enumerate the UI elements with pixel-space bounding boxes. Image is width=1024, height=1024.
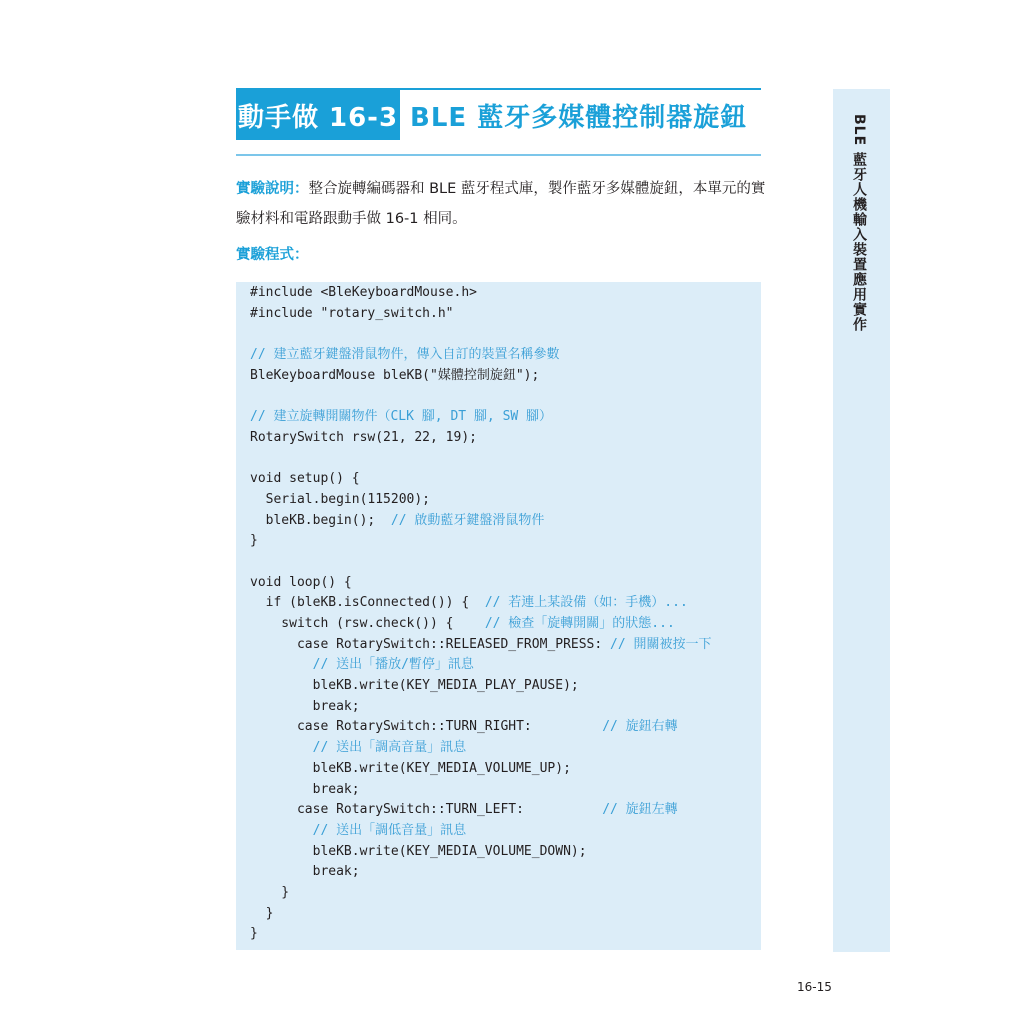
program-label: 實驗程式： bbox=[236, 247, 309, 263]
code-text: } bbox=[250, 905, 274, 921]
code-comment: // 送出「調低音量」訊息 bbox=[312, 822, 467, 838]
code-comment: // 送出「調高音量」訊息 bbox=[312, 740, 467, 756]
code-line bbox=[250, 283, 712, 304]
code-text: } bbox=[250, 926, 258, 942]
code-line bbox=[250, 304, 712, 325]
code-comment: // 啟動藍牙鍵盤滑鼠物件 bbox=[390, 512, 545, 528]
code-text: case RotarySwitch::TURN_RIGHT: bbox=[250, 719, 603, 735]
code-line bbox=[250, 386, 712, 407]
code-line bbox=[250, 904, 712, 925]
code-line bbox=[250, 511, 712, 532]
title-bottom-rule bbox=[236, 154, 761, 156]
code-line bbox=[250, 490, 712, 511]
code-text: break; bbox=[250, 781, 360, 797]
code-text: switch (rsw.check()) { bbox=[250, 616, 485, 631]
code-text: if (bleKB.isConnected()) { bbox=[250, 595, 485, 611]
code-line bbox=[250, 655, 712, 676]
code-line bbox=[250, 800, 712, 821]
code-line bbox=[250, 614, 712, 635]
code-line bbox=[250, 635, 712, 656]
code-comment: // 建立藍牙鍵盤滑鼠物件，傳入自訂的裝置名稱參數 bbox=[250, 347, 560, 363]
code-text: case RotarySwitch::RELEASED_FROM_PRESS: bbox=[250, 636, 611, 652]
code-text: case RotarySwitch::TURN_LEFT: bbox=[250, 802, 603, 818]
code-line bbox=[250, 738, 712, 759]
code-text: BleKeyboardMouse bleKB("媒體控制旋鈕"); bbox=[250, 367, 540, 383]
code-text: } bbox=[250, 884, 290, 900]
code-text: break; bbox=[250, 864, 360, 880]
code-line bbox=[250, 821, 712, 842]
code-line bbox=[250, 717, 712, 738]
section-title: BLE 藍牙多媒體控制器旋鈕 bbox=[410, 102, 748, 133]
description-text: 整合旋轉編碼器和 BLE 藍牙程式庫，製作藍牙多媒體旋鈕，本單元的實驗材料和電路跟動手做 16-1 相同。 bbox=[236, 181, 766, 227]
code-line bbox=[250, 676, 712, 697]
code-line bbox=[250, 759, 712, 780]
code-text: RotarySwitch rsw(21, 22, 19); bbox=[250, 429, 477, 445]
code-text bbox=[250, 740, 313, 755]
code-line bbox=[250, 883, 712, 904]
code-text: } bbox=[250, 533, 258, 549]
code-comment: // 旋鈕右轉 bbox=[602, 719, 678, 735]
code-comment: // 開關被按一下 bbox=[610, 636, 712, 652]
code-line bbox=[250, 324, 712, 345]
code-line bbox=[250, 780, 712, 801]
code-line bbox=[250, 407, 712, 428]
code-comment: // 檢查「旋轉開關」的狀態... bbox=[484, 616, 675, 631]
code-line bbox=[250, 366, 712, 387]
code-text: Serial.begin(115200); bbox=[250, 491, 431, 507]
code-line bbox=[250, 469, 712, 490]
code-line bbox=[250, 428, 712, 449]
code-text: break; bbox=[250, 698, 360, 714]
code-comment: // 旋鈕左轉 bbox=[602, 802, 678, 818]
page-number: 16-15 bbox=[797, 980, 832, 994]
code-comment: // 若連上某設備（如：手機）... bbox=[484, 595, 688, 611]
code-comment: // 送出「播放/暫停」訊息 bbox=[312, 657, 474, 673]
code-text: bleKB.write(KEY_MEDIA_PLAY_PAUSE); bbox=[250, 678, 579, 694]
code-line bbox=[250, 842, 712, 863]
code-text bbox=[250, 657, 313, 672]
code-text: #include "rotary_switch.h" bbox=[250, 305, 454, 321]
code-line bbox=[250, 552, 712, 573]
chapter-side-title: BLE 藍牙人機輸入裝置應用實作 bbox=[851, 114, 867, 333]
code-text bbox=[250, 823, 313, 838]
code-text: bleKB.write(KEY_MEDIA_VOLUME_UP); bbox=[250, 760, 571, 776]
code-line bbox=[250, 573, 712, 594]
code-line bbox=[250, 449, 712, 470]
code-line bbox=[250, 862, 712, 883]
code-line bbox=[250, 593, 712, 614]
code-text: void loop() { bbox=[250, 574, 352, 590]
code-line bbox=[250, 924, 712, 945]
code-block bbox=[250, 283, 712, 945]
code-line bbox=[250, 531, 712, 552]
code-text: bleKB.begin(); bbox=[250, 512, 391, 528]
code-line bbox=[250, 697, 712, 718]
code-text: #include <BleKeyboardMouse.h> bbox=[250, 285, 477, 300]
code-line bbox=[250, 345, 712, 366]
code-comment: // 建立旋轉開關物件（CLK 腳, DT 腳, SW 腳） bbox=[250, 409, 553, 425]
experiment-description bbox=[236, 174, 766, 234]
code-text: bleKB.write(KEY_MEDIA_VOLUME_DOWN); bbox=[250, 843, 587, 859]
code-text: void setup() { bbox=[250, 471, 360, 487]
section-number-tag: 動手做 16-3 bbox=[236, 90, 400, 140]
description-label: 實驗說明： bbox=[236, 181, 309, 197]
